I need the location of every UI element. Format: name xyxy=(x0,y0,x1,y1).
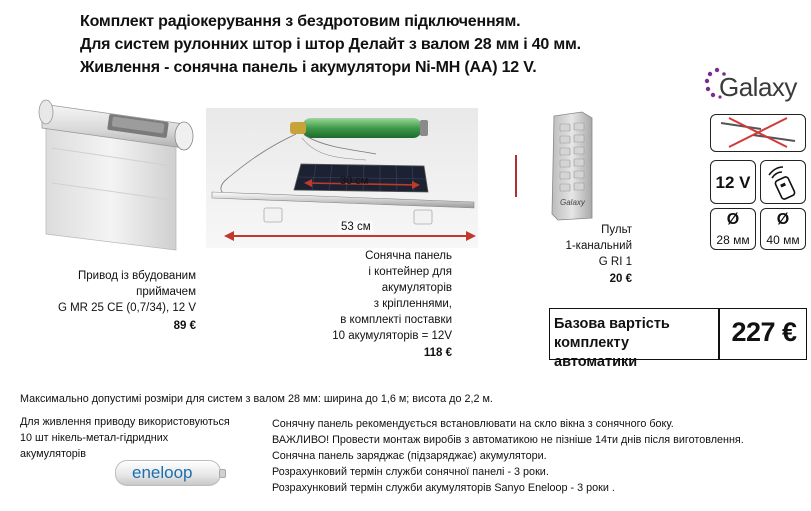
total-price-box xyxy=(549,308,807,370)
remote-brand-label: Galaxy xyxy=(560,198,585,207)
eneloop-battery-image xyxy=(115,460,221,486)
battery-line-1: Для живлення приводу використовуються xyxy=(20,416,230,428)
title-line-1: Комплект радіокерування з бездротовим підключенням. xyxy=(80,13,521,30)
total-label xyxy=(554,315,716,372)
total-divider xyxy=(718,308,720,360)
kit-photo xyxy=(206,108,478,248)
total-label-line-2: комплекту автоматики xyxy=(554,335,638,370)
solar-line-3: акумуляторів xyxy=(381,282,452,294)
info-line-3: Сонячна панель заряджає (підзаряджає) акумулятори. xyxy=(272,450,547,462)
drive-line-2: приймачем xyxy=(136,286,196,298)
no-wire-icon xyxy=(711,115,804,150)
remote-line-3: G RI 1 xyxy=(598,256,632,268)
solar-line-4: з кріпленнями, xyxy=(373,298,452,310)
total-label-line-1: Базова вартість xyxy=(554,316,670,332)
drive-line-3: G MR 25 CE (0,7/34), 12 V xyxy=(57,302,196,314)
drive-line-1: Привод із вбудованим xyxy=(78,270,196,282)
no-cable-box xyxy=(710,114,806,152)
info-line-4: Розрахунковий термін служби сонячної панелі - 3 роки. xyxy=(272,466,549,478)
remote-line-2: 1-канальний xyxy=(565,240,632,252)
solar-price: 118 € xyxy=(423,347,452,359)
remote-signal-box xyxy=(760,160,806,204)
eneloop-label: eneloop xyxy=(132,463,193,482)
diameter-symbol-40: Ø xyxy=(776,211,790,228)
tube-dimension-label: 53 см xyxy=(341,221,371,233)
solar-line-2: і контейнер для xyxy=(368,266,452,278)
voltage-label: 12 V xyxy=(715,173,751,192)
solar-description xyxy=(290,248,452,361)
galaxy-logo xyxy=(703,64,809,108)
info-notes xyxy=(272,416,744,496)
drive-price: 89 € xyxy=(173,320,196,332)
info-line-5: Розрахунковий термін служби акумуляторів Sanyo Eneloop - 3 роки . xyxy=(272,482,615,494)
battery-note xyxy=(20,414,230,462)
title-line-3: Живлення - сонячна панель і акумулятори Ni-MH (AA) 12 V. xyxy=(80,59,537,76)
battery-terminal-icon xyxy=(219,469,226,478)
solar-line-5: в комплекті поставки xyxy=(340,314,452,326)
remote-image xyxy=(548,110,598,222)
panel-dimension-label: 30 см xyxy=(340,175,369,187)
diameter-40-box xyxy=(760,208,806,250)
galaxy-logo-text: Galaxy xyxy=(719,72,797,102)
remote-signal-icon xyxy=(761,161,804,202)
drive-description xyxy=(40,268,196,334)
roller-blind-image xyxy=(38,88,198,253)
diameter-28-box xyxy=(710,208,756,250)
info-line-1: Сонячну панель рекомендується встановлювати на скло вікна з сонячного боку. xyxy=(272,418,674,430)
voltage-box xyxy=(710,160,756,204)
remote-price: 20 € xyxy=(609,273,632,285)
solar-line-6: 10 акумуляторів = 12V xyxy=(332,330,452,342)
battery-line-2: 10 шт нікель-метал-гідридних xyxy=(20,432,169,444)
remote-description xyxy=(540,222,632,287)
diameter-28-label: 28 мм xyxy=(716,233,750,247)
info-line-2: ВАЖЛИВО! Провести монтаж виробів з автоматикою не пізніше 14ти днів після виготовлення. xyxy=(272,434,744,446)
solar-line-1: Сонячна панель xyxy=(365,250,452,262)
remote-line-1: Пульт xyxy=(601,224,632,236)
diameter-symbol-28: Ø xyxy=(726,211,740,228)
title-line-2: Для систем рулонних штор і штор Делайт з валом 28 мм і 40 мм. xyxy=(80,36,581,53)
diameter-40-label: 40 мм xyxy=(766,233,800,247)
page-title xyxy=(80,10,680,79)
battery-line-3: акумуляторів xyxy=(20,448,86,460)
total-price: 227 € xyxy=(731,317,797,347)
divider-line xyxy=(515,155,517,197)
max-size-note: Максимально допустимі розміри для систем з валом 28 мм: ширина до 1,6 м; висота до 2,2 м. xyxy=(20,393,493,405)
